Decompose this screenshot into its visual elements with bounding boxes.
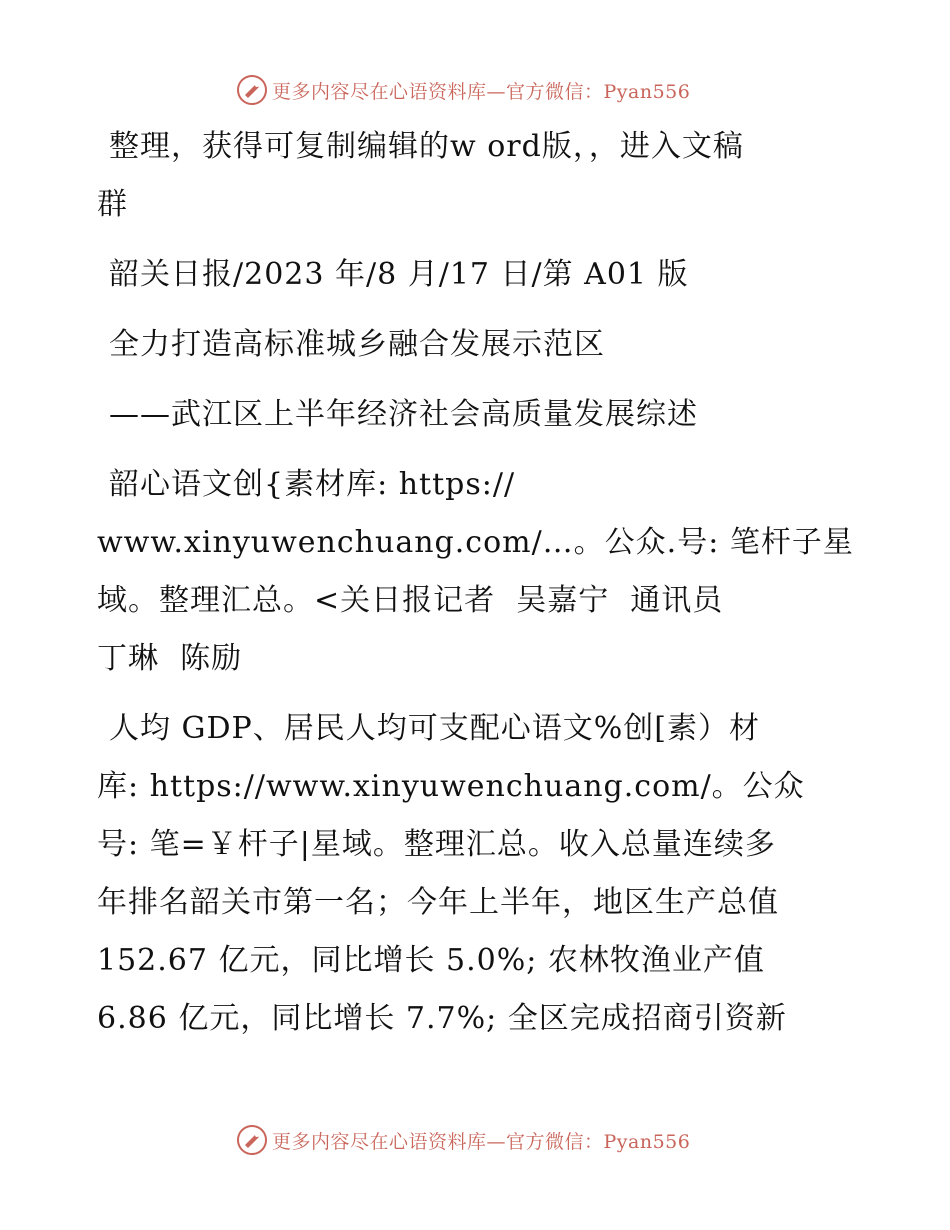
body-line-4: 年排名韶关市第一名；今年上半年，地区生产总值 — [97, 885, 779, 920]
body-line-3: 号: 笔=￥杆子|星域。整理汇总。收入总量连续多 — [97, 827, 776, 862]
document-body — [97, 118, 857, 1048]
bottom-banner — [236, 1122, 716, 1158]
subheadline: ——武江区上半年经济社会高质量发展综述 — [109, 397, 698, 432]
source-line: 韶关日报/2023 年/8 月/17 日/第 A01 版 — [109, 257, 689, 292]
body-line-6: 6.86 亿元，同比增长 7.7%; 全区完成招商引资新 — [97, 1001, 787, 1036]
byline-line-4: 丁琳 陈励 — [97, 641, 243, 676]
intro-line-2: 群 — [97, 187, 128, 222]
seal-logo-icon — [236, 1124, 268, 1156]
body-line-5: 152.67 亿元，同比增长 5.0%; 农林牧渔业产值 — [97, 943, 765, 978]
top-banner — [236, 72, 716, 108]
byline-line-1: 韶心语文创{素材库: https:// — [109, 467, 516, 502]
banner-text: 更多内容尽在心语资料库—官方微信：Pyan556 — [272, 80, 691, 103]
byline-line-2: www.xinyuwenchuang.com/…。公众.号: 笔杆子星 — [97, 525, 854, 560]
intro-line-1: 整理，获得可复制编辑的w ord版，，进入文稿 — [109, 129, 744, 164]
headline: 全力打造高标准城乡融合发展示范区 — [109, 327, 605, 362]
body-line-1: 人均 GDP、居民人均可支配心语文%创[素）材 — [109, 711, 760, 746]
seal-logo-icon — [236, 74, 268, 106]
banner-text: 更多内容尽在心语资料库—官方微信：Pyan556 — [272, 1130, 691, 1153]
byline-line-3: 域。整理汇总。<关日报记者 吴嘉宁 通讯员 — [97, 583, 724, 618]
body-line-2: 库: https://www.xinyuwenchuang.com/。公众 — [97, 769, 805, 804]
